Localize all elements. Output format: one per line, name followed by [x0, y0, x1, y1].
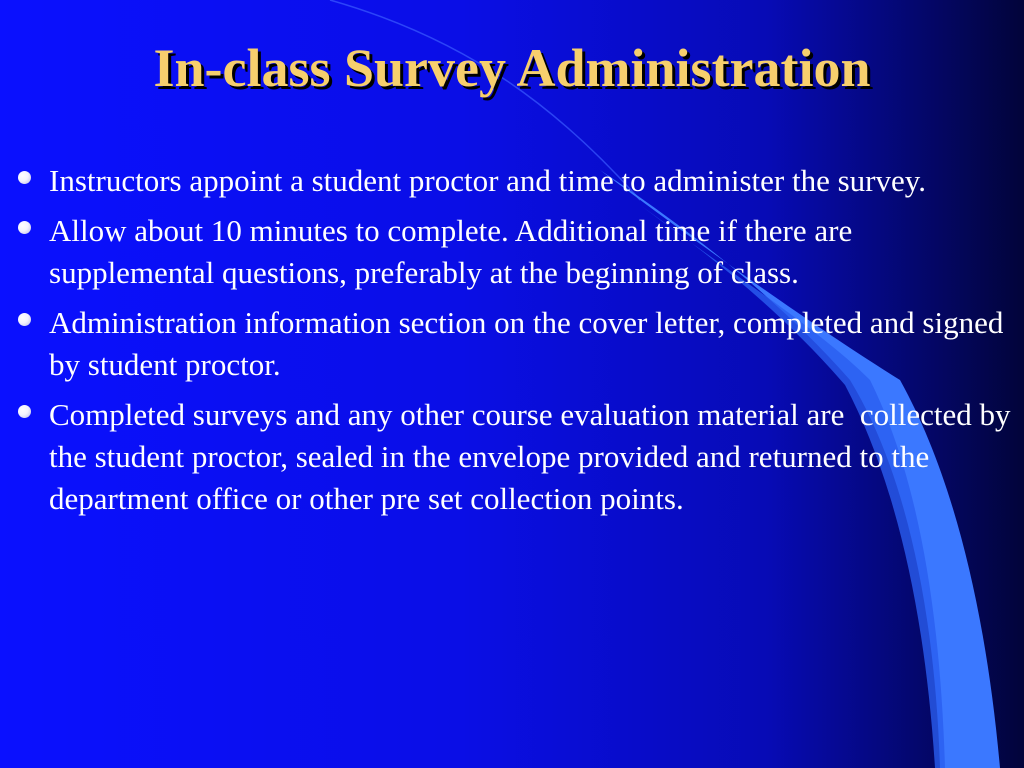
- bullet-item: [16, 394, 1019, 520]
- bullet-dot-icon: [18, 313, 31, 326]
- slide-title: In-class Survey Administration: [153, 38, 871, 98]
- bullet-dot-icon: [18, 171, 31, 184]
- bullet-text: Allow about 10 minutes to complete. Additional time if there are supplemental questions, preferably at the beginning of class.: [49, 213, 860, 290]
- bullet-text: Administration information section on the cover letter, completed and signed by student proctor.: [49, 305, 1012, 382]
- bullet-dot-icon: [18, 405, 31, 418]
- bullet-dot-icon: [18, 221, 31, 234]
- bullet-item: [16, 160, 1016, 202]
- bullet-item: [16, 302, 1016, 386]
- bullet-item: [16, 210, 1016, 294]
- bullet-text: Completed surveys and any other course evaluation material are collected by the student proctor, sealed in the envelope provided and returned to the department office or other pre set collection points.: [49, 397, 1019, 516]
- bullet-text: Instructors appoint a student proctor and time to administer the survey.: [49, 163, 926, 198]
- bullet-list: [16, 160, 1019, 528]
